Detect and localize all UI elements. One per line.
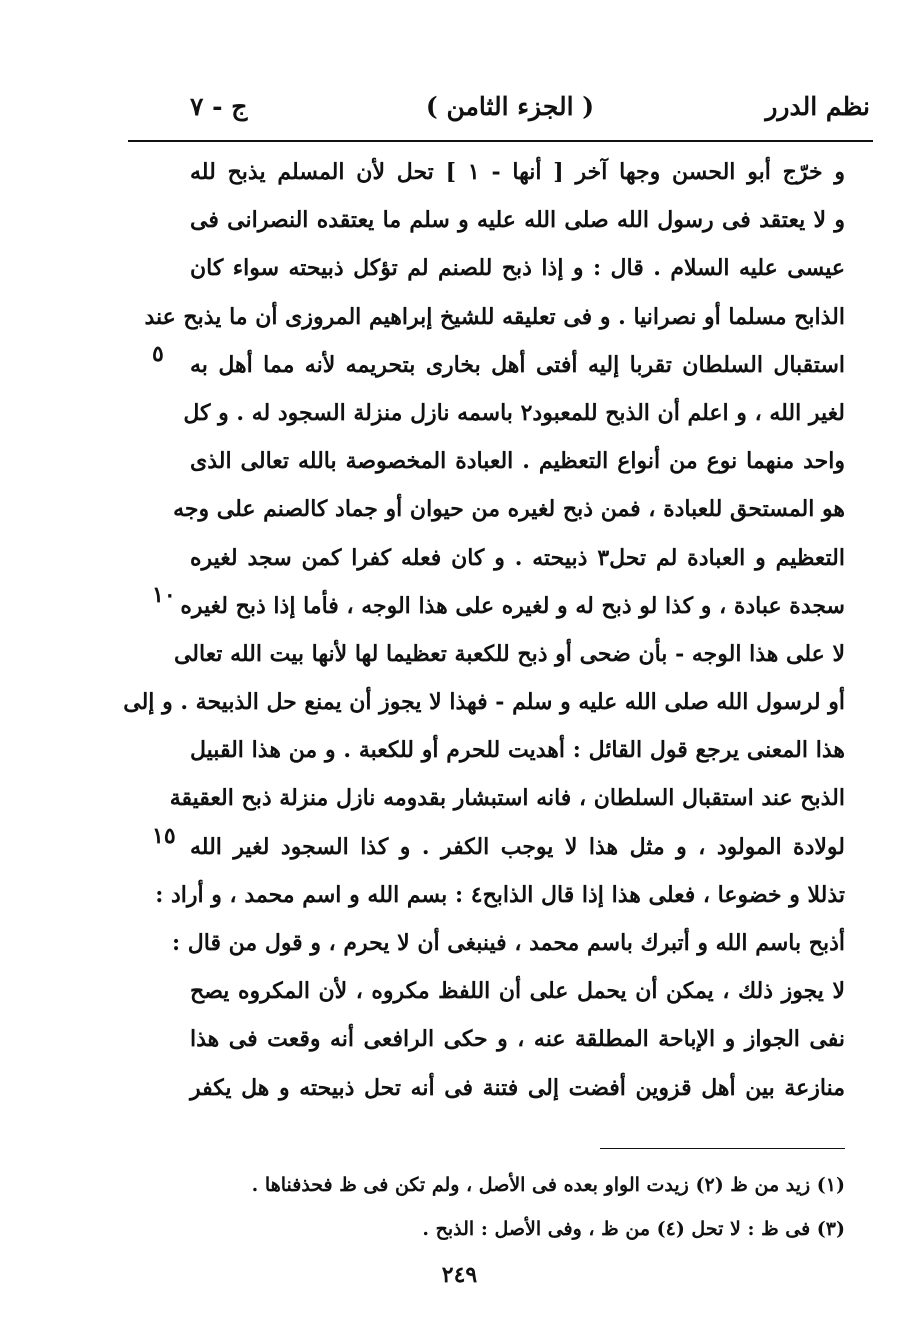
text-line: تذللا و خضوعا ، فعلى هذا إذا قال الذابح٤ : بسم الله و اسم محمد ، و أراد : <box>155 881 845 908</box>
running-header <box>150 82 870 132</box>
chapter-label: ج - ٧ <box>190 92 248 121</box>
header-rule <box>128 140 873 142</box>
line-marker-10: ١٠ <box>152 581 176 608</box>
text-line: أو لرسول الله صلى الله عليه و سلم - فهذا لا يجوز أن يمنع حل الذبيحة . و إلى <box>123 689 845 716</box>
text-line: واحد منهما نوع من أنواع التعظيم . العبادة المخصوصة بالله تعالى الذى <box>190 448 845 475</box>
text-line: منازعة بين أهل قزوين أفضت إلى فتنة فى أنه تحل ذبيحته و هل يكفر <box>190 1074 845 1101</box>
text-line: الذابح مسلما أو نصرانيا . و فى تعليقه للشيخ إبراهيم المروزى أن ما يذبح عند <box>144 303 845 330</box>
footnotes <box>175 1163 845 1251</box>
text-line: الذبح عند استقبال السلطان ، فانه استبشار بقدومه نازل منزلة ذبح العقيقة <box>169 785 845 812</box>
footnote-rule <box>600 1148 845 1149</box>
page-number: ٢٤٩ <box>441 1262 478 1288</box>
line-marker-15: ١٥ <box>152 822 176 849</box>
text-line: هذا المعنى يرجع قول القائل : أهديت للحرم أو للكعبة . و من هذا القبيل <box>190 737 845 764</box>
text-line: لولادة المولود ، و مثل هذا لا يوجب الكفر . و كذا السجود لغير الله <box>190 833 845 860</box>
text-line: و لا يعتقد فى رسول الله صلى الله عليه و سلم ما يعتقده النصرانى فى <box>190 207 845 234</box>
text-line: نفى الجواز و الإباحة المطلقة عنه ، و حكى الرافعى أنه وقعت فى هذا <box>190 1026 845 1053</box>
text-line: أذبح باسم الله و أتبرك باسم محمد ، فينبغى أن لا يحرم ، و قول من قال : <box>172 930 845 956</box>
text-line: استقبال السلطان تقربا إليه أفتى أهل بخارى بتحريمه لأنه مما أهل به <box>190 351 845 378</box>
line-marker-5: ٥ <box>152 340 164 367</box>
text-line: عيسى عليه السلام . قال : و إذا ذبح للصنم لم تؤكل ذبيحته سواء كان <box>190 255 845 282</box>
part-label: ( الجزء الثامن ) <box>425 92 595 121</box>
book-title: نظم الدرر <box>765 92 870 121</box>
text-line: التعظيم و العبادة لم تحل٣ ذبيحته . و كان فعله كفرا كمن سجد لغيره <box>190 544 845 571</box>
text-line: لا يجوز ذلك ، يمكن أن يحمل على أن اللفظ مكروه ، لأن المكروه يصح <box>190 978 845 1005</box>
footnote: (٣) فى ظ : لا تحل (٤) من ظ ، وفى الأصل : الذبح . <box>422 1218 845 1240</box>
text-line: سجدة عبادة ، و كذا لو ذبح له و لغيره على هذا الوجه ، فأما إذا ذبح لغيره <box>180 592 845 619</box>
text-line: لا على هذا الوجه - بأن ضحى أو ذبح للكعبة تعظيما لها لأنها بيت الله تعالى <box>173 640 845 667</box>
text-line: هو المستحق للعبادة ، فمن ذبح لغيره من حيوان أو جماد كالصنم على وجه <box>173 496 845 523</box>
text-line: و خرّج أبو الحسن وجها آخر [ أنها - ١ ] تحل لأن المسلم يذبح لله <box>190 159 845 185</box>
text-line: لغير الله ، و اعلم أن الذبح للمعبود٢ باسمه نازل منزلة السجود له . و كل <box>183 399 845 426</box>
footnote: (١) زيد من ظ (٢) زيدت الواو بعده فى الأصل ، ولم تكن فى ظ فحذفناها . <box>251 1174 845 1196</box>
